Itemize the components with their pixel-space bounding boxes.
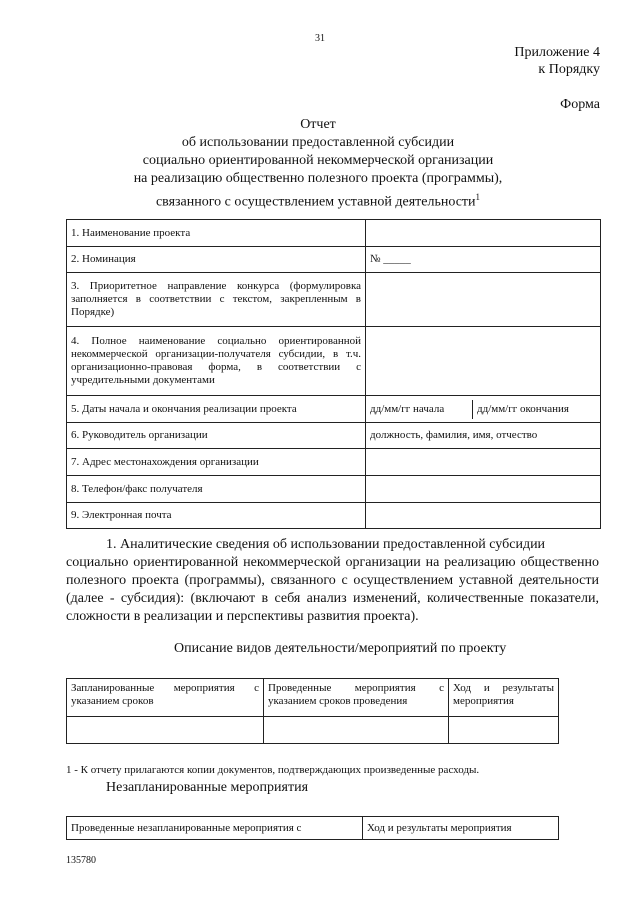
header-progress-results: Ход и результаты мероприятия <box>449 679 559 717</box>
table-row <box>67 423 601 449</box>
row-label-head: 6. Руководитель организации <box>67 423 366 449</box>
table-row <box>67 396 601 423</box>
table-row <box>67 247 601 273</box>
table-row <box>67 476 601 503</box>
header-unplanned-activities: Проведенные незапланированные мероприятия с <box>67 817 363 840</box>
appendix-line-2: к Порядку <box>538 62 600 77</box>
row-value-priority-direction[interactable] <box>366 273 601 327</box>
row-label-email: 9. Электронная почта <box>67 503 366 529</box>
footnote-mark: 1 <box>475 192 481 202</box>
form-label: Форма <box>560 97 600 112</box>
row-label-organization-name: 4. Полное наименование социально ориентированной некоммерческой организации-получателя субсидии, в т.ч. организационно-правовая форма, в соответствии с учредительными документами <box>67 327 366 396</box>
table-row <box>67 327 601 396</box>
row-value-address[interactable] <box>366 449 601 476</box>
row-label-phone: 8. Телефон/факс получателя <box>67 476 366 503</box>
project-info-table <box>66 219 601 529</box>
row-label-project-dates: 5. Даты начала и окончания реализации проекта <box>67 396 366 423</box>
table-row <box>67 717 559 744</box>
analytics-paragraph-first: 1. Аналитические сведения об использовании предоставленной субсидии <box>106 537 546 552</box>
title-line-1: Отчет <box>300 117 336 132</box>
page-number: 31 <box>315 33 325 44</box>
footnote: 1 - К отчету прилагаются копии документов, подтверждающих произведенные расходы. <box>66 764 480 776</box>
table-row <box>67 503 601 529</box>
row-value-phone[interactable] <box>366 476 601 503</box>
row-value-organization-name[interactable] <box>366 327 601 396</box>
row-value-project-dates <box>366 396 601 423</box>
header-conducted-activities: Проведенные мероприятия с указанием сроков проведения <box>264 679 449 717</box>
header-unplanned-results: Ход и результаты мероприятия <box>363 817 559 840</box>
table-row <box>67 449 601 476</box>
row-label-priority-direction: 3. Приоритетное направление конкурса (формулировка заполняется в соответствии с текстом, закрепленным в Порядке) <box>67 273 366 327</box>
row-label-address: 7. Адрес местонахождения организации <box>67 449 366 476</box>
title-line-5 <box>80 188 556 212</box>
activities-table <box>66 678 559 744</box>
row-value-email[interactable] <box>366 503 601 529</box>
appendix-header <box>514 44 600 78</box>
unplanned-heading: Незапланированные мероприятия <box>106 780 309 795</box>
cell-planned-activities[interactable] <box>67 717 264 744</box>
table-row <box>67 273 601 327</box>
cell-conducted-activities[interactable] <box>264 717 449 744</box>
table-row <box>67 220 601 247</box>
title-line-3: социально ориентированной некоммерческой организации <box>142 153 494 168</box>
activities-heading: Описание видов деятельности/мероприятий по проекту <box>174 641 507 656</box>
table-row <box>67 679 559 717</box>
report-title <box>80 116 556 212</box>
row-value-project-name[interactable] <box>366 220 601 247</box>
document-code: 135780 <box>66 855 96 866</box>
row-value-nomination[interactable]: № _____ <box>366 247 601 273</box>
title-line-2: об использовании предоставленной субсидии <box>181 135 455 150</box>
start-date-field[interactable]: дд/мм/гг начала <box>366 400 473 419</box>
unplanned-table <box>66 816 559 840</box>
title-line-4: на реализацию общественно полезного проекта (программы), <box>133 171 503 186</box>
header-planned-activities: Запланированные мероприятия с указанием сроков <box>67 679 264 717</box>
title-line-5-text: связанного с осуществлением уставной деятельности <box>155 194 476 210</box>
cell-progress-results[interactable] <box>449 717 559 744</box>
table-row <box>67 817 559 840</box>
row-value-head[interactable]: должность, фамилия, имя, отчество <box>366 423 601 449</box>
appendix-line-1: Приложение 4 <box>514 45 600 60</box>
row-label-nomination: 2. Номинация <box>67 247 366 273</box>
analytics-paragraph <box>66 536 599 626</box>
analytics-paragraph-rest: социально ориентированной некоммерческой организации на реализацию общественно полезного проекта (программы), связанного с осуществлением уставной деятельности (далее - субсидия): (включают в себя анализ изменений, количественные показатели, сложности в реализации и перспективы развития проекта). <box>66 555 599 624</box>
end-date-field[interactable]: дд/мм/гг окончания <box>477 402 569 415</box>
row-label-project-name: 1. Наименование проекта <box>67 220 366 247</box>
